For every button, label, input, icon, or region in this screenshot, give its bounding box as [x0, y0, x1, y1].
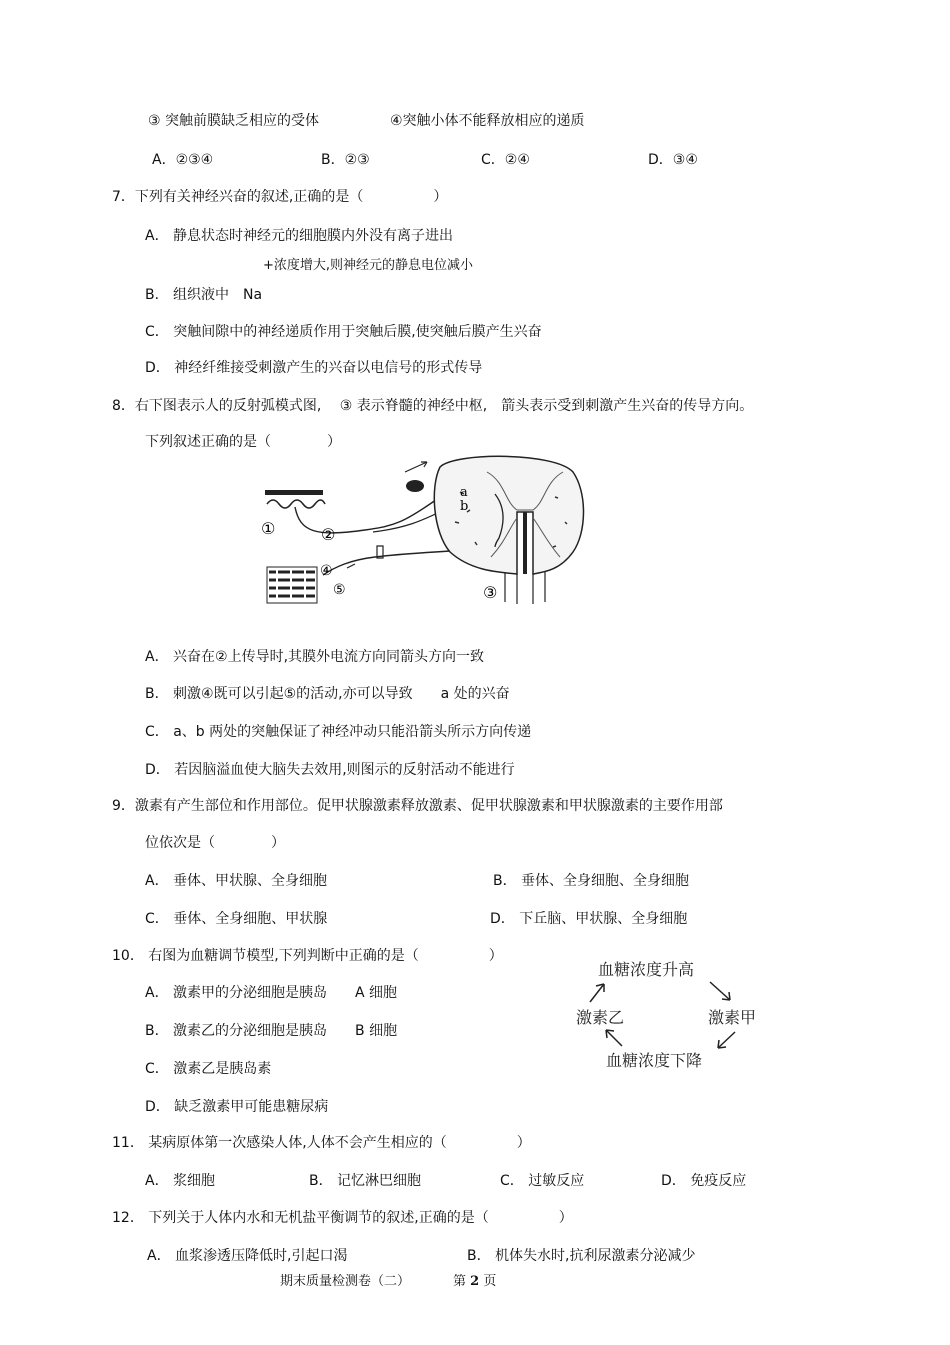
skin-surface [265, 490, 323, 495]
q11-option-a: A． 浆细胞 [145, 1173, 216, 1189]
q7-stem: 7．下列有关神经兴奋的叙述,正确的是（ ） [112, 189, 448, 205]
footer-title: 期末质量检测卷（二） [280, 1274, 411, 1289]
q10-stem: 10． 右图为血糖调节模型,下列判断中正确的是（ ） [112, 948, 503, 964]
effector-muscle [267, 567, 317, 603]
q8-option-d: D． 若因脑溢血使大脑失去效用,则图示的反射活动不能进行 [145, 762, 515, 778]
label-b: b [460, 499, 469, 514]
q8-option-c: C． a、b 两处的突触保证了神经冲动只能沿箭头所示方向传递 [145, 724, 532, 740]
q9-option-c: C． 垂体、全身细胞、甲状腺 [145, 911, 328, 927]
q6-item-3: ③ 突触前膜缺乏相应的受体 [148, 113, 320, 129]
arrow-right-bottom [718, 1032, 735, 1048]
label-a: a [460, 485, 468, 500]
q12-option-a: A． 血浆渗透压降低时,引起口渴 [147, 1248, 348, 1264]
q9-stem-2: 位依次是（ ） [145, 835, 285, 851]
cycle-right-label: 激素甲 [708, 1008, 757, 1027]
q12-stem: 12． 下列关于人体内水和无机盐平衡调节的叙述,正确的是（ ） [112, 1210, 573, 1226]
q11-stem: 11． 某病原体第一次感染人体,人体不会产生相应的（ ） [112, 1135, 531, 1151]
q12-option-b: B． 机体失水时,抗利尿激素分泌减少 [467, 1248, 696, 1264]
q10-option-a: A． 激素甲的分泌细胞是胰岛 A 细胞 [145, 985, 398, 1001]
spinal-cord [434, 456, 583, 604]
q7-option-c: C． 突触间隙中的神经递质作用于突触后膜,使突触后膜产生兴奋 [145, 324, 542, 340]
q7-option-d: D． 神经纤维接受刺激产生的兴奋以电信号的形式传导 [145, 360, 483, 376]
reflex-arc-figure [255, 452, 590, 612]
q6-option-b: B．②③ [321, 152, 370, 168]
arrow-bottom-left [606, 1030, 622, 1046]
q6-option-a: A．②③④ [152, 152, 214, 168]
footer-page-suffix: 页 [479, 1274, 497, 1289]
q8-option-a: A． 兴奋在②上传导时,其膜外电流方向同箭头方向一致 [145, 649, 485, 665]
q7-option-a: A． 静息状态时神经元的细胞膜内外没有离子进出 [145, 228, 454, 244]
q9-option-a: A． 垂体、甲状腺、全身细胞 [145, 873, 328, 889]
q7-option-b: B． 组织液中 Na [145, 287, 263, 303]
q8-stem: 8．右下图表示人的反射弧模式图, ③ 表示脊髓的神经中枢, 箭头表示受到刺激产生兴奋的传导方向。 [112, 398, 754, 414]
footer-page-prefix: 第 [453, 1274, 471, 1289]
receptor-wave [267, 500, 325, 508]
q9-option-d: D． 下丘脑、甲状腺、全身细胞 [490, 911, 688, 927]
q9-stem: 9．激素有产生部位和作用部位。促甲状腺激素释放激素、促甲状腺激素和甲状腺激素的主要作用部 [112, 798, 723, 814]
q8-option-b: B． 刺激④既可以引起⑤的活动,亦可以导致 a 处的兴奋 [145, 686, 510, 702]
blood-sugar-cycle-figure [570, 950, 780, 1080]
q7-option-b-superscript: +浓度增大,则神经元的静息电位减小 [263, 258, 474, 273]
arrow-left-top [590, 984, 604, 1002]
footer-page-number: 2 [470, 1274, 480, 1289]
cycle-top-label: 血糖浓度升高 [598, 960, 695, 979]
q10-option-c: C． 激素乙是胰岛素 [145, 1061, 272, 1077]
arrow-top-right [710, 982, 730, 1000]
q11-option-d: D． 免疫反应 [661, 1173, 747, 1189]
label-afferent: ② [321, 525, 336, 544]
q11-option-c: C． 过敏反应 [500, 1173, 585, 1189]
label-receptor: ① [261, 519, 276, 538]
dorsal-root-ganglion [406, 480, 424, 492]
q8-stem-2: 下列叙述正确的是（ ） [145, 434, 341, 450]
label-center: ③ [483, 583, 498, 602]
q10-option-d: D． 缺乏激素甲可能患糖尿病 [145, 1099, 329, 1115]
label-effector: ⑤ [333, 582, 346, 598]
label-efferent: ④ [320, 563, 333, 579]
cycle-left-label: 激素乙 [576, 1008, 625, 1027]
cycle-bottom-label: 血糖浓度下降 [606, 1051, 703, 1070]
q6-option-c: C．②④ [481, 152, 530, 168]
q10-option-b: B． 激素乙的分泌细胞是胰岛 B 细胞 [145, 1023, 398, 1039]
q11-option-b: B． 记忆淋巴细胞 [309, 1173, 422, 1189]
q6-item-4: ④突触小体不能释放相应的递质 [390, 113, 585, 129]
footer-page [453, 1273, 496, 1291]
q9-option-b: B． 垂体、全身细胞、全身细胞 [493, 873, 690, 889]
q6-option-d: D．③④ [648, 152, 698, 168]
